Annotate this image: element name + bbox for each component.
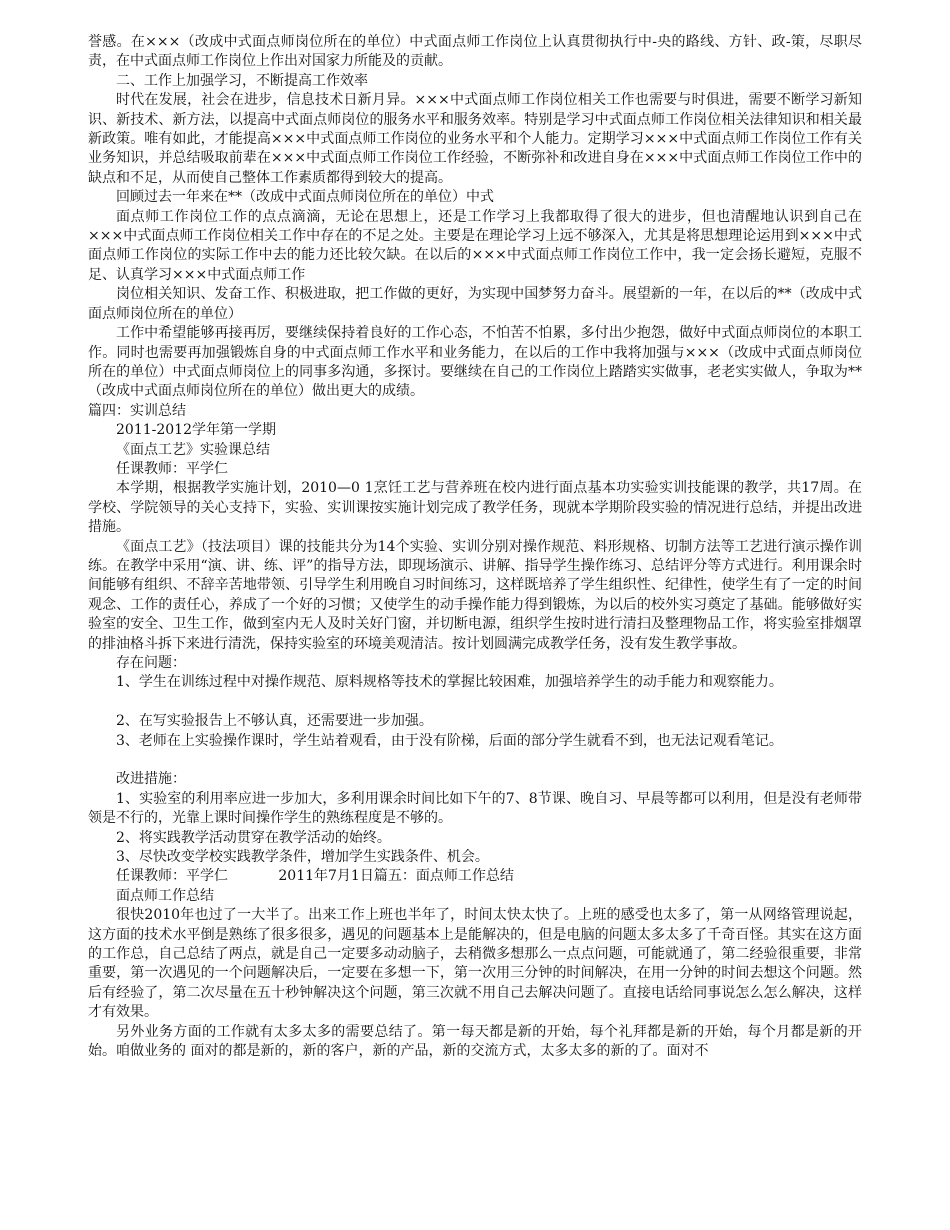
measure-item-1: 1、实验室的利用率应进一步加大，多利用课余时间比如下午的7、8节课、晚自习、早晨等都可以利用，但是没有老师带领是不行的，光靠上课时间操作学生的熟练程度是不够的。 [88,790,862,827]
paragraph-business: 另外业务方面的工作就有太多太多的需要总结了。第一每天都是新的开始，每个礼拜都是新的开始，每个月都是新的开始。咱做业务的 面对的都是新的，新的客户，新的产品，新的交流方式，太多太多的新的了。面对不 [88,1023,862,1060]
section-heading-study: 二、工作上加强学习，不断提高工作效率 [116,72,368,89]
problem-item-3: 3、老师在上实验操作课时，学生站着观看，由于没有阶梯，后面的部分学生就看不到，也无法记观看笔记。 [116,732,783,749]
measure-item-3: 3、尽快改变学校实践教学条件，增加学生实践条件、机会。 [116,849,489,866]
teacher-line: 任课教师：平学仁 [116,460,228,477]
paragraph-study: 时代在发展，社会在进步，信息技术日新月异。×××中式面点师工作岗位相关工作也需要与时俱进，需要不断学习新知识、新技术、新方法，以提高中式面点师岗位的服务水平和服务效率。特别是学习中式面点师工作岗位相关法律知识和相关最新政策。唯有如此，才能提高×××中式面点师工作岗位的业务水平和个人能力。定期学习×××中式面点师工作岗位工作有关业务知识，并总结吸取前辈在×××中式面点师工作岗位工作经验，不断弥补和改进自身在×××中式面点师工作岗位工作中的缺点和不足，从而使自己整体工作素质都得到较大的提高。 [88,92,862,186]
problem-item-2: 2、在写实验报告上不够认真，还需要进一步加强。 [116,713,433,730]
blank-line [88,693,862,712]
paragraph-review-start: 回顾过去一年来在**（改成中式面点师岗位所在的单位）中式 [116,189,494,206]
paragraph-course-skills: 《面点工艺》（技法项目）课的技能共分为14个实验、实训分别对操作规范、料形规格、切制方法等工艺进行演示操作训练。在教学中采用“演、讲、练、评”的指导方法，即现场演示、讲解、指导学生操作练习、总结评分等方式进行。利用课余时间能够有组织、不辞辛苦地带领、引导学生利用晚自习时间练习，这样既培养了学生组织性、纪律性，使学生有了一定的时间观念、工作的责任心，养成了一个好的习惯；又使学生的动手操作能力得到锻炼，为以后的校外实习奠定了基础。能够做好实验室的安全、卫生工作，做到室内无人及时关好门窗，并切断电源，组织学生按时进行清扫及整理物品工作，将实验室排烟罩的排油格斗拆下来进行清洗，保持实验室的环境美观清洁。按计划圆满完成教学任务，没有发生教学事故。 [88,538,862,652]
blank-line [88,751,862,770]
measure-item-2: 2、将实践教学活动贯穿在教学活动的始终。 [116,829,391,846]
problems-heading: 存在问题： [116,655,186,671]
paragraph-hope: 工作中希望能够再接再厉，要继续保持着良好的工作心态，不怕苦不怕累，多付出少抱怨，做好中式面点师岗位的本职工作。同时也需要再加强锻炼自身的中式面点师工作水平和业务能力，在以后的工作中我将加强与×××（改成中式面点师岗位所在的单位）中式面点师岗位上的同事多沟通，多探讨。要继续在自己的工作岗位上踏踏实实做事，老老实实做人，争取为**（改成中式面点师岗位所在的单位）做出更大的成绩。 [88,325,862,400]
signature-teacher: 任课教师：平学仁 [116,868,228,885]
part5-title: 面点师工作总结 [116,887,214,904]
measures-heading: 改进措施： [116,771,186,788]
paragraph-network: 很快2010年也过了一大半了。出来工作上班也半年了，时间太快太快了。上班的感受也太多了，第一从网络管理说起，这方面的技术水平倒是熟练了很多很多，遇见的问题基本上是能解决的，但是电脑的问题太多太多了千奇百怪。其实在这方面的工作总，自己总结了两点，就是自己一定要多动动脑子，去稍微多想那么一点点问题，可能就通了，第二经验很重要，非常重要，第一次遇见的一个问题解决后，一定要在多想一下，第一次用三分钟的时间解决，在用一分钟的时间去想这个问题。然后有经验了，第二次尽量在五十秒钟解决这个问题，第三次就不用自己去解决问题了。直接电话给同事说怎么怎么解决，这样才有效果。 [88,907,862,1021]
paragraph-semester: 本学期，根据教学实施计划，2010—0 1烹饪工艺与营养班在校内进行面点基本功实验实训技能课的教学，共17周。在学校、学院领导的关心支持下，实验、实训课按实施计划完成了教学任务，现就本学期阶段实验的情况进行总结，并提出改进措施。 [88,480,862,536]
school-year: 2011-2012学年第一学期 [116,422,276,439]
paragraph-outlook: 岗位相关知识、发奋工作、积极进取，把工作做的更好，为实现中国梦努力奋斗。展望新的一年，在以后的**（改成中式面点师岗位所在的单位） [88,286,862,322]
section-title-part4: 篇四：实训总结 [88,402,186,419]
signature-date-and-part5: 2011年7月1日篇五：面点师工作总结 [278,868,514,885]
paragraph-review: 面点师工作岗位工作的点点滴滴，无论在思想上，还是工作学习上我都取得了很大的进步，但也清醒地认识到自己在×××中式面点师工作岗位相关工作中存在的不足之处。主要是在理论学习上远不够深入，尤其是将思想理论运用到×××中式面点师工作岗位的实际工作中去的能力还比较欠缺。在以后的×××中式面点师工作岗位工作中，我一定会扬长避短，克服不足、认真学习×××中式面点师工作 [88,208,862,283]
paragraph-intro-tail: 誉感。在×××（改成中式面点师岗位所在的单位）中式面点师工作岗位上认真贯彻执行中-央的路线、方针、政-策，尽职尽责，在中式面点师工作岗位上作出对国家力所能及的贡献。 [88,34,862,70]
problem-item-1: 1、学生在训练过程中对操作规范、原料规格等技术的掌握比较困难，加强培养学生的动手能力和观察能力。 [116,674,783,691]
course-summary-title: 《面点工艺》实验课总结 [116,441,270,458]
signature-line [88,867,862,886]
